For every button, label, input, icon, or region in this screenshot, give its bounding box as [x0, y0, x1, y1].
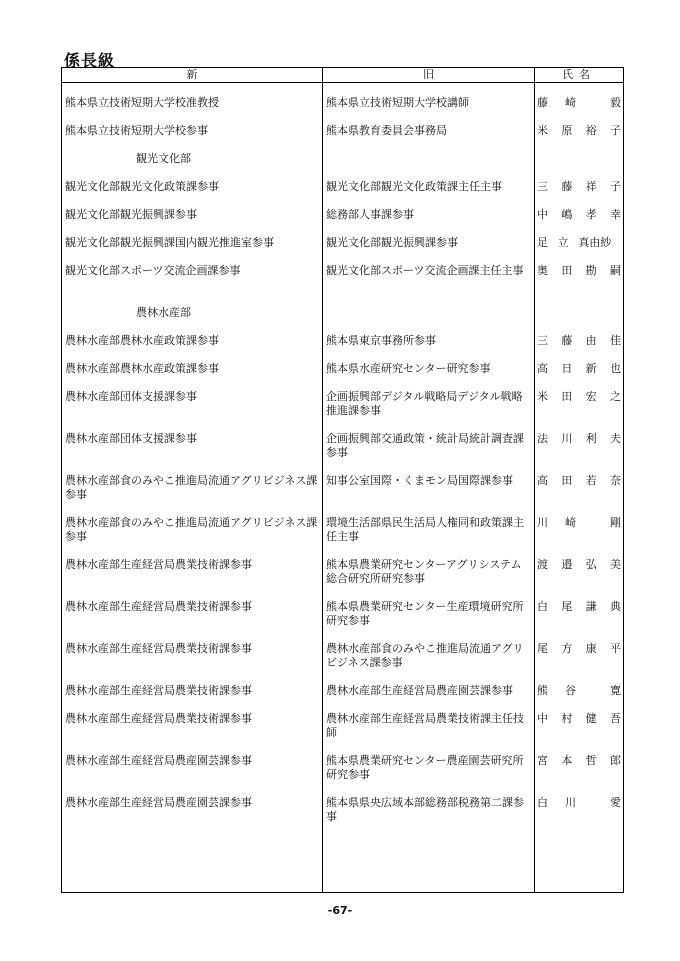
person-name — [537, 180, 621, 194]
new-position: 観光文化部観光振興課国内観光推進室参事 — [65, 236, 274, 249]
new-position: 農林水産部農林水産政策課参事 — [65, 362, 219, 375]
new-position: 農林水産部生産経営局農業技術課参事 — [65, 600, 252, 613]
person-name — [537, 600, 621, 614]
person-name — [537, 712, 621, 726]
person-name — [537, 754, 621, 768]
new-position: 農林水産部生産経営局農業技術課参事 — [65, 642, 252, 655]
name-char: 真由紗 — [578, 236, 612, 249]
new-position: 農林水産部食のみやこ推進局流通アグリビジネス課参事 — [65, 474, 318, 501]
name-char: 新 — [585, 362, 597, 375]
person-name — [537, 390, 621, 404]
name-char: 川 — [537, 516, 548, 529]
personnel-table — [61, 67, 624, 893]
name-char: 高 — [537, 362, 548, 375]
new-position: 農林水産部団体支援課参事 — [65, 432, 197, 445]
name-char: 宏 — [585, 390, 597, 403]
old-position: 観光文化部スポーツ交流企画課主任主事 — [326, 264, 524, 277]
new-position: 農林水産部生産経営局農産園芸課参事 — [65, 754, 252, 767]
old-position: 企画振興部デジタル戦略局デジタル戦略推進課参事 — [326, 390, 523, 417]
name-char: 田 — [561, 390, 573, 403]
old-position: 企画振興部交通政策・統計局統計調査課参事 — [326, 432, 524, 459]
name-char: 佳 — [609, 334, 621, 347]
name-char: 法 — [537, 432, 548, 445]
name-char: 足 — [537, 236, 548, 249]
name-char: 崎 — [565, 516, 576, 529]
old-position: 熊本県東京事務所参事 — [326, 334, 436, 347]
old-position: 熊本県農業研究センター生産環境研究所研究参事 — [326, 600, 524, 627]
old-position: 熊本県県央広域本部総務部税務第二課参事 — [326, 796, 524, 823]
person-name — [537, 236, 621, 250]
person-name — [537, 362, 621, 376]
person-name — [537, 264, 621, 278]
name-char: 毅 — [610, 96, 621, 109]
name-char: 夫 — [609, 432, 621, 445]
person-name — [537, 516, 621, 530]
section-label: 農林水産部 — [136, 306, 191, 319]
name-char: 愛 — [610, 796, 621, 809]
name-char: 宮 — [537, 754, 548, 767]
new-position: 熊本県立技術短期大学校准教授 — [65, 96, 219, 109]
name-char: 渡 — [537, 558, 548, 571]
old-position: 観光文化部観光振興課参事 — [326, 236, 458, 249]
name-char: 剛 — [610, 516, 621, 529]
new-position: 観光文化部スポーツ交流企画課参事 — [65, 264, 241, 277]
page-number: -67- — [327, 904, 353, 917]
name-char: 米 — [537, 390, 548, 403]
new-position: 農林水産部農林水産政策課参事 — [65, 334, 219, 347]
old-position: 熊本県農業研究センター農産園芸研究所研究参事 — [326, 754, 524, 781]
name-char: 祥 — [585, 180, 597, 193]
name-char: 崎 — [565, 96, 576, 109]
name-char: 哲 — [585, 754, 597, 767]
name-char: 藤 — [561, 180, 573, 193]
name-char: 藤 — [561, 334, 573, 347]
name-char: 嶋 — [561, 208, 573, 221]
old-position: 観光文化部観光文化政策課主任主事 — [326, 180, 502, 193]
name-char: 中 — [537, 208, 548, 221]
old-position: 知事公室国際・くまモン局国際課参事 — [326, 474, 513, 487]
name-char: 白 — [537, 796, 548, 809]
header-new: 新 — [186, 68, 198, 81]
new-position: 農林水産部生産経営局農業技術課参事 — [65, 712, 252, 725]
old-position: 熊本県農業研究センターアグリシステム総合研究所研究参事 — [326, 558, 522, 585]
name-char: 熊 — [537, 684, 548, 697]
name-char: 尾 — [561, 600, 573, 613]
old-position: 熊本県立技術短期大学校講師 — [326, 96, 469, 109]
name-char: 邉 — [561, 558, 573, 571]
name-char: 原 — [561, 124, 573, 137]
old-position: 熊本県教育委員会事務局 — [326, 124, 447, 137]
name-char: 弘 — [585, 558, 597, 571]
name-char: 勘 — [585, 264, 597, 277]
name-char: 川 — [565, 796, 576, 809]
header-name: 氏名 — [562, 68, 596, 81]
name-char: 郎 — [609, 754, 621, 767]
person-name — [537, 796, 621, 810]
name-char: 高 — [537, 474, 548, 487]
name-char: 米 — [537, 124, 548, 137]
table-header — [62, 68, 623, 83]
person-name — [537, 96, 621, 110]
name-char: 白 — [537, 600, 548, 613]
person-name — [537, 684, 621, 698]
name-char: 田 — [561, 264, 573, 277]
person-name — [537, 124, 621, 138]
new-position: 農林水産部生産経営局農産園芸課参事 — [65, 796, 252, 809]
name-char: 子 — [609, 124, 621, 137]
old-position: 環境生活部県民生活局人権同和政策課主任主事 — [326, 516, 524, 543]
header-old: 旧 — [423, 68, 434, 81]
name-char: 若 — [585, 474, 597, 487]
old-position: 農林水産部食のみやこ推進局流通アグリビジネス課参事 — [326, 642, 524, 669]
name-char: 幸 — [609, 208, 621, 221]
name-char: 美 — [609, 558, 621, 571]
person-name — [537, 334, 621, 348]
name-char: 奈 — [609, 474, 621, 487]
name-char: 立 — [557, 236, 569, 249]
name-char: 三 — [537, 334, 548, 347]
name-char: 方 — [561, 642, 573, 655]
section-label: 観光文化部 — [136, 152, 191, 165]
new-position: 熊本県立技術短期大学校参事 — [65, 124, 208, 137]
name-char: 利 — [585, 432, 597, 445]
old-position: 総務部人事課参事 — [326, 208, 414, 221]
new-position: 農林水産部生産経営局農業技術課参事 — [65, 684, 252, 697]
name-char: 康 — [585, 642, 597, 655]
old-position: 農林水産部生産経営局農業技術課主任技師 — [326, 712, 524, 739]
person-name — [537, 642, 621, 656]
name-char: 健 — [585, 712, 597, 725]
name-char: 本 — [561, 754, 573, 767]
name-char: 子 — [609, 180, 621, 193]
name-char: 之 — [609, 390, 621, 403]
name-char: 嗣 — [609, 264, 621, 277]
person-name — [537, 474, 621, 488]
name-char: 也 — [609, 362, 621, 375]
old-position: 農林水産部生産経営局農産園芸課参事 — [326, 684, 513, 697]
name-char: 村 — [561, 712, 573, 725]
name-char: 谷 — [565, 684, 576, 697]
name-char: 由 — [585, 334, 597, 347]
column-divider — [322, 68, 323, 892]
old-position: 熊本県水産研究センター研究参事 — [326, 362, 491, 375]
name-char: 孝 — [585, 208, 597, 221]
name-char: 平 — [609, 642, 621, 655]
person-name — [537, 208, 621, 222]
name-char: 三 — [537, 180, 548, 193]
column-divider — [534, 68, 535, 892]
person-name — [537, 432, 621, 446]
name-char: 日 — [561, 362, 573, 375]
name-char: 田 — [561, 474, 573, 487]
person-name — [537, 558, 621, 572]
new-position: 観光文化部観光振興課参事 — [65, 208, 197, 221]
name-char: 典 — [609, 600, 621, 613]
new-position: 農林水産部食のみやこ推進局流通アグリビジネス課参事 — [65, 516, 318, 543]
name-char: 藤 — [537, 96, 548, 109]
name-char: 中 — [537, 712, 548, 725]
name-char: 奥 — [537, 264, 548, 277]
name-char: 尾 — [537, 642, 548, 655]
new-position: 農林水産部生産経営局農業技術課参事 — [65, 558, 252, 571]
name-char: 川 — [561, 432, 573, 445]
page-title: 係長級 — [64, 51, 116, 70]
name-char: 寛 — [610, 684, 621, 697]
name-char: 謙 — [585, 600, 597, 613]
new-position: 観光文化部観光文化政策課参事 — [65, 180, 219, 193]
name-char: 吾 — [609, 712, 621, 725]
name-char: 裕 — [585, 124, 597, 137]
new-position: 農林水産部団体支援課参事 — [65, 390, 197, 403]
